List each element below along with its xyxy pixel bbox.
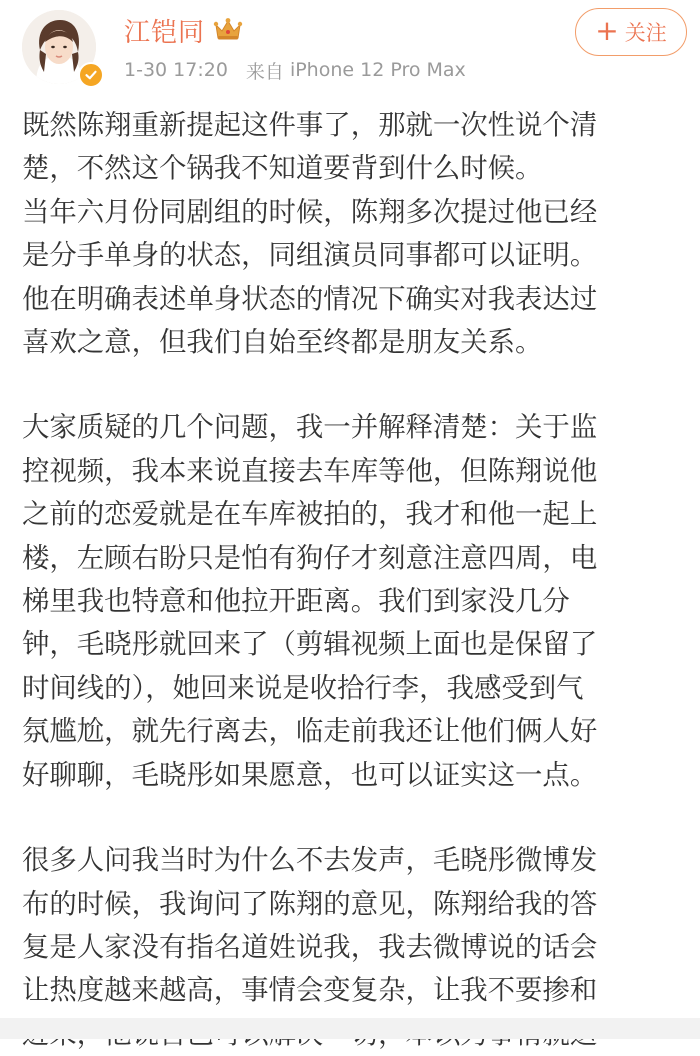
text-line: 是分手单身的状态，同组演员同事都可以证明。	[22, 240, 598, 272]
source-prefix: 来自	[245, 60, 284, 83]
username[interactable]: 江铠同	[124, 17, 206, 48]
text-line: 钟，毛晓彤就回来了（剪辑视频上面也是保留了	[22, 629, 598, 661]
paragraph-2	[22, 406, 684, 797]
plus-icon: +	[595, 14, 619, 47]
follow-button[interactable]	[575, 8, 687, 56]
text-line: 楚，不然这个锅我不知道要背到什么时候。	[22, 153, 543, 185]
post-timestamp: 1-30 17:20	[124, 59, 228, 81]
text-line: 氛尴尬，就先行离去，临走前我还让他们俩人好	[22, 716, 598, 748]
text-line: 大家质疑的几个问题，我一并解释清楚：关于监	[22, 412, 598, 444]
text-line: 梯里我也特意和他拉开距离。我们到家没几分	[22, 586, 570, 618]
post-meta	[124, 56, 466, 84]
text-line: 布的时候，我询问了陈翔的意见，陈翔给我的答	[22, 888, 598, 920]
text-line: 楼，左顾右盼只是怕有狗仔才刻意注意四周，电	[22, 542, 598, 574]
post-body	[22, 104, 684, 1056]
text-line: 时间线的），她回来说是收拾行李，我感受到气	[22, 672, 584, 704]
verified-icon	[78, 62, 104, 88]
text-line: 既然陈翔重新提起这件事了，那就一次性说个清	[22, 110, 598, 141]
text-line: 控视频，我本来说直接去车库等他，但陈翔说他	[22, 455, 598, 487]
crown-icon	[213, 17, 243, 43]
follow-label: 关注	[624, 21, 667, 45]
text-line: 复是人家没有指名道姓说我，我去微博说的话会	[22, 931, 598, 963]
bottom-divider	[0, 1018, 700, 1039]
text-line: 好聊聊，毛晓彤如果愿意，也可以证实这一点。	[22, 759, 598, 791]
username-row	[124, 12, 243, 48]
text-line: 喜欢之意，但我们自始至终都是朋友关系。	[22, 327, 543, 359]
text-line: 很多人问我当时为什么不去发声，毛晓彤微博发	[22, 845, 598, 877]
source-device: iPhone 12 Pro Max	[289, 59, 466, 81]
text-line: 他在明确表述单身状态的情况下确实对我表达过	[22, 283, 598, 315]
paragraph-gap	[22, 364, 684, 406]
paragraph-gap	[22, 797, 684, 839]
text-line: 之前的恋爱就是在车库被拍的，我才和他一起上	[22, 499, 598, 531]
paragraph-1	[22, 104, 684, 364]
text-line: 让热度越来越高，事情会变复杂，让我不要掺和	[22, 975, 598, 1007]
text-line: 当年六月份同剧组的时候，陈翔多次提过他已经	[22, 196, 598, 228]
post-header	[0, 0, 700, 100]
